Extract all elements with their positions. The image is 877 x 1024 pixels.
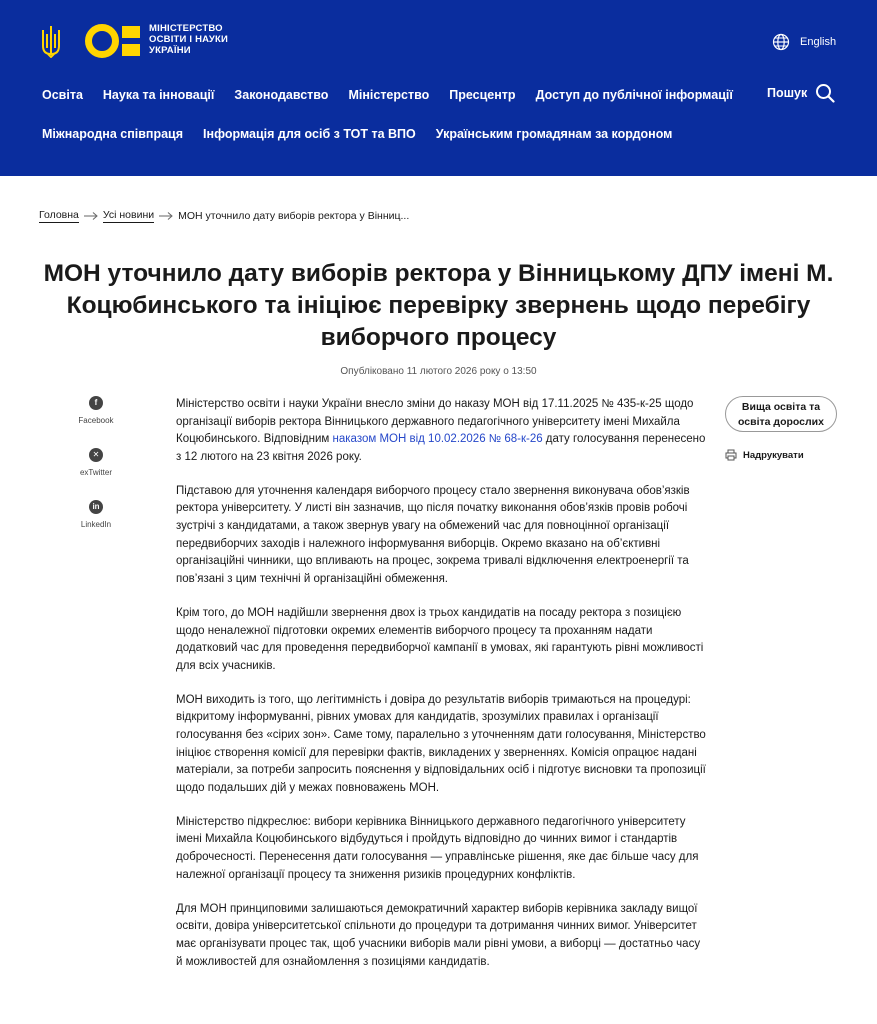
publication-date: Опубліковано 11 лютого 2026 року о 13:50 xyxy=(340,366,537,377)
share-facebook-label: Facebook xyxy=(78,416,114,425)
language-switch[interactable] xyxy=(772,33,836,51)
facebook-icon: f xyxy=(89,396,103,410)
logo-shape xyxy=(122,26,140,38)
share-facebook-button[interactable] xyxy=(70,396,122,425)
article-paragraph: МОН виходить із того, що легітимність і довіра до результатів виборів тримаються на процедурі: відкритому інформуванні, рівних умовах для кандидатів, зрозумілих правилах і організації голосування без «сірих зон». Саме тому, паралельно з уточненням дати голосування, Міністерство ініціює створення комісії для перевірки фактів, викладених у зверненнях. Комісія опрацює надані матеріали, за потреби запросить пояснення у відповідальних осіб і підготує висновки та пропозиції щодо подальших дій у межах повноважень МОН. xyxy=(176,693,706,794)
trident-icon xyxy=(40,24,62,58)
breadcrumb xyxy=(39,209,409,223)
order-link[interactable]: наказом МОН від 10.02.2026 № 68-к-26 xyxy=(332,433,543,446)
share-linkedin-button[interactable] xyxy=(70,500,122,529)
logo-line: УКРАЇНИ xyxy=(149,45,191,56)
logo-text[interactable] xyxy=(149,23,228,56)
share-linkedin-label: LinkedIn xyxy=(80,520,112,529)
article-body xyxy=(176,396,708,988)
logo-line: МІНІСТЕРСТВО xyxy=(149,23,223,34)
linkedin-icon: in xyxy=(89,500,103,514)
article-paragraph xyxy=(176,396,708,466)
paragraph-text: дату голосування перенесено з 12 лютого на 23 квітня 2026 року. xyxy=(176,433,706,463)
globe-icon xyxy=(772,33,790,51)
x-twitter-icon: ✕ xyxy=(89,448,103,462)
article-paragraph: Підставою для уточнення календаря виборчого процесу стало звернення виконувача обов’язків ректора університету. У листі він зазначив, що після початку виконання обов’язків провів робочі зустрічі з кандидатами, а також звернув увагу на обмежений час для повноцінної організації передвиборчих заходів і належного інформування виборців. Окремо вказано на об’єктивні організаційні чинники, що впливають на процес, зокрема тривалі відключення електроенергії та пов’язані з цим технічні й організаційні обмеження. xyxy=(176,484,690,585)
search-icon xyxy=(815,83,835,103)
share-twitter-button[interactable] xyxy=(70,448,122,477)
printer-icon xyxy=(725,449,737,461)
nav-item-tot-vpo[interactable]: Інформація для осіб з ТОТ та ВПО xyxy=(203,127,416,141)
logo-shape xyxy=(122,44,140,56)
nav-item-international[interactable]: Міжнародна співпраця xyxy=(42,127,184,141)
main-nav-row-2 xyxy=(42,127,692,141)
nav-item-abroad[interactable]: Українським громадянам за кордоном xyxy=(435,127,673,141)
breadcrumb-news[interactable]: Усі новини xyxy=(102,209,155,221)
breadcrumb-home[interactable]: Головна xyxy=(39,209,79,221)
search-label: Пошук xyxy=(767,86,808,100)
arrow-right-icon xyxy=(158,211,174,221)
language-label: English xyxy=(800,36,837,48)
site-header xyxy=(0,0,877,176)
topic-tag[interactable]: Вища освіта та освіта дорослих xyxy=(725,396,837,432)
share-twitter-label: exTwitter xyxy=(79,468,112,477)
print-label: Надрукувати xyxy=(743,449,804,461)
nav-item-zakonodavstvo[interactable]: Законодавство xyxy=(234,88,329,102)
nav-item-public-info[interactable]: Доступ до публічної інформації xyxy=(535,88,733,102)
search-button[interactable] xyxy=(767,83,835,103)
main-nav-row-1 xyxy=(42,88,753,102)
article-paragraph: Крім того, до МОН надійшли звернення двох із трьох кандидатів на посаду ректора з позицією щодо неналежної підготовки окремих елементів виборчого процесу та проханням надати додатковий час для проведення передвиборчої кампанії в умовах, які гарантують рівні можливості для всіх учасників. xyxy=(176,606,704,672)
nav-item-nauka[interactable]: Наука та інновації xyxy=(102,88,215,102)
print-button[interactable] xyxy=(725,449,804,461)
logo-line: ОСВІТИ І НАУКИ xyxy=(149,34,228,45)
breadcrumb-current: МОН уточнило дату виборів ректора у Вінниц... xyxy=(178,210,410,222)
article-paragraph: Для МОН принциповими залишаються демократичний характер виборів керівника закладу вищої освіти, довіра університетської спільноти до процедури та дотримання чинних вимог. Університет має організувати процес так, щоб учасники виборів мали рівні умови, а виборці — достатньо часу й можливостей для ознайомлення з позиціями кандидатів. xyxy=(176,902,701,968)
mon-logo-icon[interactable] xyxy=(85,24,119,58)
article-paragraph: Міністерство підкреслює: вибори керівника Вінницького державного педагогічного університету імені Михайла Коцюбинського відбудуться і пройдуть відповідно до чинних вимог і стандартів доброчесності. Перенесення дати голосування — управлінське рішення, яке дає більше часу для належної організації процесу та зниження ризиків процедурних конфліктів. xyxy=(176,815,699,881)
arrow-right-icon xyxy=(83,211,99,221)
paragraph-text: Міністерство освіти і науки України внесло зміни до наказу МОН від 17.11.2025 № 435-к-25 щодо організації виборів ректора Вінницького державного педагогічного університету імені Михайла Коцюбинського. Відповідним xyxy=(176,398,694,446)
nav-item-osvita[interactable]: Освіта xyxy=(42,88,83,102)
nav-item-ministerstvo[interactable]: Міністерство xyxy=(348,88,430,102)
page-title: МОН уточнило дату виборів ректора у Вінницькому ДПУ імені М. Коцюбинського та ініціює перевірку звернень щодо перебігу виборчого процесу xyxy=(43,260,834,351)
nav-item-prescentr[interactable]: Пресцентр xyxy=(449,88,516,102)
